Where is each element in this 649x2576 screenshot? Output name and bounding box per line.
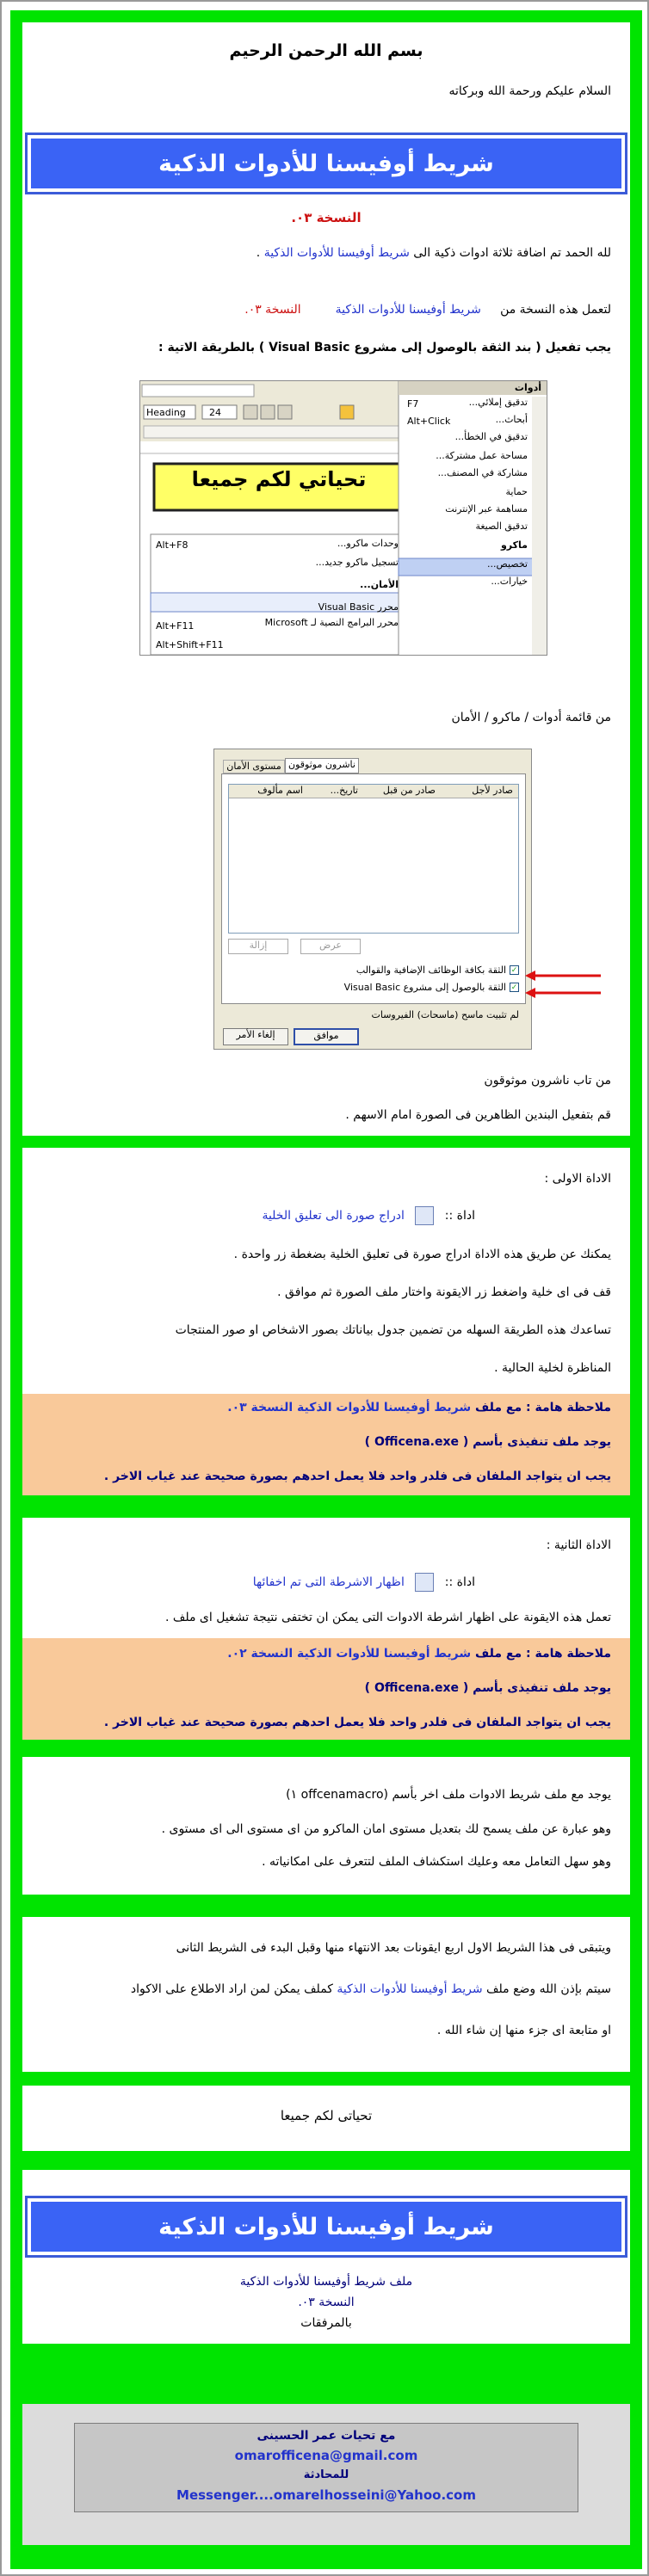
tool1-title-row bbox=[41, 1206, 475, 1225]
arrow-head-icon bbox=[525, 971, 535, 981]
closing-version: النسخة ٠٣. bbox=[298, 2296, 355, 2309]
green-frame bbox=[10, 10, 642, 2569]
intro-2-link: شريط أوفيسنا للأدوات الذكية bbox=[335, 303, 481, 317]
show-toolbars-icon[interactable] bbox=[415, 1573, 434, 1592]
outro-line-2-c: كملف يمكن لمن اراد الاطلاع على الاكواد bbox=[130, 1982, 333, 1996]
col-header[interactable]: صادر لأجل bbox=[472, 785, 513, 796]
menu-shortcut: Alt+Click bbox=[407, 416, 451, 427]
col-header[interactable]: اسم مألوف bbox=[257, 785, 303, 796]
title-banner-text: شريط أوفيسنا للأدوات الذكية bbox=[31, 139, 621, 188]
intro-line-2 bbox=[41, 303, 611, 317]
closing-attachments: بالمرفقات bbox=[300, 2316, 352, 2330]
tool3-line-1: يوجد مع ملف شريط الادوات ملف اخر بأسم (offcenamacro ١) bbox=[286, 1788, 611, 1802]
closing-panel bbox=[22, 2170, 630, 2344]
trust-vb-checkbox[interactable]: ✓ bbox=[510, 983, 518, 992]
outro-link: شريط أوفيسنا للأدوات الذكية bbox=[337, 1982, 483, 1996]
submenu-item[interactable]: وحدات ماكرو... bbox=[337, 538, 399, 549]
trust-addins-checkbox-row[interactable] bbox=[356, 964, 519, 976]
contact-email[interactable]: omarofficena@gmail.com bbox=[234, 2448, 418, 2463]
trust-addins-label: الثقة بكافة الوظائف الإضافية والقوالب bbox=[355, 964, 506, 976]
intro-2-text: لتعمل هذه النسخة من bbox=[500, 303, 611, 317]
version-label: النسخة ٠٣. bbox=[291, 210, 362, 225]
trust-addins-checkbox[interactable]: ✓ bbox=[510, 966, 518, 975]
tool1-note-line-3: يجب ان يتواجد الملفان فى فلدر واحد فلا يعمل احدهم بصورة صحيحة عند غياب الاخر . bbox=[103, 1470, 611, 1483]
menu-shortcut: F7 bbox=[407, 398, 419, 410]
insert-picture-icon[interactable] bbox=[415, 1206, 434, 1225]
tool1-heading: الاداة الاولى : bbox=[544, 1172, 611, 1186]
view-button[interactable]: عرض bbox=[300, 939, 361, 954]
menu-item[interactable]: تدقيق في الخطأ... bbox=[454, 431, 528, 442]
tool2-note-line-1 bbox=[41, 1647, 611, 1661]
activate-instruction: يجب تفعيل ( بند الثقة بالوصول إلى مشروع Visual Basic ) بالطريقة الاتية : bbox=[158, 341, 611, 354]
outro-line-2 bbox=[41, 1982, 611, 1996]
menu-item[interactable]: حماية bbox=[505, 486, 528, 497]
col-header[interactable]: صادر من قبل bbox=[382, 785, 436, 796]
publishers-list[interactable] bbox=[228, 784, 519, 934]
tool2-note-text: ملاحظة هامة : مع ملف bbox=[474, 1647, 611, 1661]
intro-text: لله الحمد تم اضافة ثلاثة ادوات ذكية الى bbox=[413, 246, 611, 260]
toolbar-font-field[interactable]: Heading bbox=[146, 407, 186, 418]
outro-line-3: او متابعة اى جزء منها إن شاء الله . bbox=[436, 2024, 611, 2037]
tool1-note-text: ملاحظة هامة : مع ملف bbox=[474, 1401, 611, 1414]
outro-line-2-a: سيتم بإذن الله وضع ملف bbox=[486, 1982, 611, 1996]
tool2-title-row bbox=[41, 1573, 475, 1592]
footer-panel bbox=[22, 2404, 630, 2545]
menu-banner-text: تحياتي لكم جميعا bbox=[191, 467, 367, 491]
menu-item[interactable]: مشاركة في المصنف... bbox=[437, 467, 528, 478]
tool2-panel bbox=[22, 1518, 630, 1740]
menu-item[interactable]: مساهمة عبر الإنترنت bbox=[445, 503, 528, 515]
tool1-prefix: اداة bbox=[456, 1209, 475, 1223]
submenu-shortcut: Alt+F11 bbox=[156, 620, 195, 632]
intro-link: شريط أوفيسنا للأدوات الذكية bbox=[263, 246, 410, 260]
tool2-note-line-2: يوجد ملف تنفيذى بأسم ( Officena.exe ) bbox=[364, 1681, 611, 1695]
menu-item-macro[interactable]: ماكرو bbox=[500, 539, 528, 551]
tool2-note-link: شريط أوفيسنا للأدوات الذكية النسخة ٠٢. bbox=[227, 1647, 472, 1661]
tool1-panel bbox=[22, 1148, 630, 1495]
ok-button[interactable]: موافق bbox=[294, 1028, 359, 1045]
menu-item[interactable]: تدقيق الصيغة bbox=[475, 521, 528, 532]
tool1-line-1: يمكنك عن طريق هذه الاداة ادراج صورة فى تعليق الخلية بضغطة زر واحدة . bbox=[233, 1248, 611, 1261]
antivirus-note: لم تثبيت ماسح (ماسحات) الفيروسات bbox=[371, 1009, 519, 1020]
tool1-note-link: شريط أوفيسنا للأدوات الذكية النسخة ٠٣. bbox=[227, 1401, 472, 1414]
tool1-line-4: المناظرة لخلية الحالية . bbox=[494, 1361, 611, 1375]
tool2-note-line-3: يجب ان يتواجد الملفان فى فلدر واحد فلا يعمل احدهم بصورة صحيحة عند غياب الاخر . bbox=[103, 1716, 611, 1729]
closing-banner-text: شريط أوفيسنا للأدوات الذكية bbox=[31, 2202, 621, 2252]
tool2-heading: الاداة الثانية : bbox=[546, 1538, 611, 1552]
menu-item[interactable]: خيارات... bbox=[491, 576, 528, 587]
submenu-item[interactable]: محرر Visual Basic bbox=[318, 601, 399, 613]
arrow-head-icon bbox=[525, 988, 535, 998]
caption-enable-items: قم بتفعيل البندين الظاهرين فى الصورة امام الاسهم . bbox=[345, 1108, 611, 1122]
title-banner bbox=[25, 132, 627, 194]
closing-file-line: ملف شريط أوفيسنا للأدوات الذكية bbox=[239, 2275, 413, 2289]
menu-item[interactable]: تخصيص... bbox=[487, 558, 528, 570]
submenu-item-security[interactable]: الأمان... bbox=[360, 579, 399, 590]
thanks-panel bbox=[22, 2086, 630, 2151]
outro-line-1: ويتبقى فى هذا الشريط الاول اربع ايقونات بعد الانتهاء منها وقبل البدء فى الشريط الثانى bbox=[176, 1941, 611, 1955]
tool2-line-1: تعمل هذه الايقونة على اظهار اشرطة الادوات التى يمكن ان تختفى نتيجة تشغيل اى ملف . bbox=[164, 1611, 611, 1624]
greeting: السلام عليكم ورحمة الله وبركاته bbox=[448, 84, 611, 98]
tool1-sep: :: bbox=[444, 1209, 454, 1223]
tool3-panel bbox=[22, 1757, 630, 1895]
trust-vb-checkbox-row[interactable] bbox=[344, 982, 519, 993]
tool2-note bbox=[22, 1638, 630, 1740]
tool1-line-2: قف فى اى خلية واضغط زر الايقونة واختار ملف الصورة ثم موافق . bbox=[277, 1285, 611, 1299]
toolbar-size-field[interactable]: 24 bbox=[209, 407, 221, 418]
thanks-text: تحياتى لكم جميعا bbox=[280, 2108, 373, 2123]
macro-submenu-list bbox=[166, 538, 399, 636]
closing-banner bbox=[25, 2196, 627, 2258]
tool2-sep: :: bbox=[444, 1575, 454, 1589]
tool3-line-3: وهو سهل التعامل معه وعليك استكشاف الملف لتتعرف على امكانياته . bbox=[262, 1855, 611, 1869]
contact-box bbox=[74, 2423, 578, 2512]
submenu-item[interactable]: تسجيل ماكرو جديد... bbox=[315, 557, 399, 568]
arrow-indicators bbox=[525, 969, 603, 1003]
col-header[interactable]: تاريخ... bbox=[330, 785, 358, 796]
cancel-button[interactable]: إلغاء الأمر bbox=[223, 1028, 288, 1045]
menu-item[interactable]: مساحة عمل مشتركة... bbox=[436, 450, 528, 461]
tab-trusted-publishers[interactable]: ناشرون موثوقون bbox=[285, 758, 359, 773]
trust-vb-label: الثقة بالوصول إلى مشروع Visual Basic bbox=[343, 982, 506, 993]
contact-messenger[interactable]: Messenger....omarelhosseini@Yahoo.com bbox=[176, 2487, 476, 2503]
intro-2-version: النسخة ٠٣. bbox=[244, 303, 301, 317]
menu-tab-tools[interactable]: أدوات bbox=[514, 382, 541, 393]
submenu-item[interactable]: محرر البرامج النصية لـ Microsoft bbox=[264, 617, 399, 628]
security-dialog-screenshot bbox=[213, 749, 532, 1050]
menu-screenshot bbox=[139, 380, 547, 656]
basmala: بسم الله الرحمن الرحيم bbox=[229, 41, 423, 60]
tool1-note-line-2: يوجد ملف تنفيذى بأسم ( Officena.exe ) bbox=[364, 1435, 611, 1449]
tool3-line-2: وهو عبارة عن ملف يسمح لك بتعديل مستوى امان الماكرو من اى مستوى الى اى مستوى . bbox=[161, 1822, 611, 1836]
tool2-name: اظهار الاشرطة التى تم اخفائها bbox=[252, 1575, 405, 1589]
contact-line-1: مع تحيات عمر الحسينى bbox=[257, 2429, 396, 2443]
tab-security-level[interactable]: مستوى الأمان bbox=[223, 760, 285, 773]
intro-panel bbox=[22, 22, 630, 1136]
tool1-note-line-1 bbox=[41, 1401, 611, 1414]
menu-item[interactable]: أبحاث... bbox=[495, 414, 528, 425]
submenu-shortcut: Alt+F8 bbox=[156, 539, 189, 551]
intro-line-1: لله الحمد تم اضافة ثلاثة ادوات ذكية الى شريط أوفيسنا للأدوات الذكية . bbox=[256, 246, 611, 260]
tool1-line-3: تساعدك هذه الطريقة السهله من تضمين جدول بياناتك بصور الاشخاص او صور المنتجات bbox=[175, 1323, 611, 1337]
outro-panel bbox=[22, 1917, 630, 2072]
submenu-shortcut: Alt+Shift+F11 bbox=[156, 639, 224, 650]
tool2-prefix: اداة bbox=[456, 1575, 475, 1589]
tool1-name: ادراج صورة الى تعليق الخلية bbox=[262, 1209, 405, 1223]
caption-menu-path: من قائمة أدوات / ماكرو / الأمان bbox=[451, 711, 611, 724]
caption-trusted-tab: من تاب ناشرون موثوقون bbox=[484, 1074, 611, 1088]
menu-item[interactable]: تدقيق إملائي... bbox=[468, 397, 528, 408]
remove-button[interactable]: إزالة bbox=[228, 939, 288, 954]
contact-chat-label: للمحادثة bbox=[303, 2468, 349, 2481]
list-header bbox=[229, 785, 518, 798]
tool1-note bbox=[22, 1394, 630, 1495]
